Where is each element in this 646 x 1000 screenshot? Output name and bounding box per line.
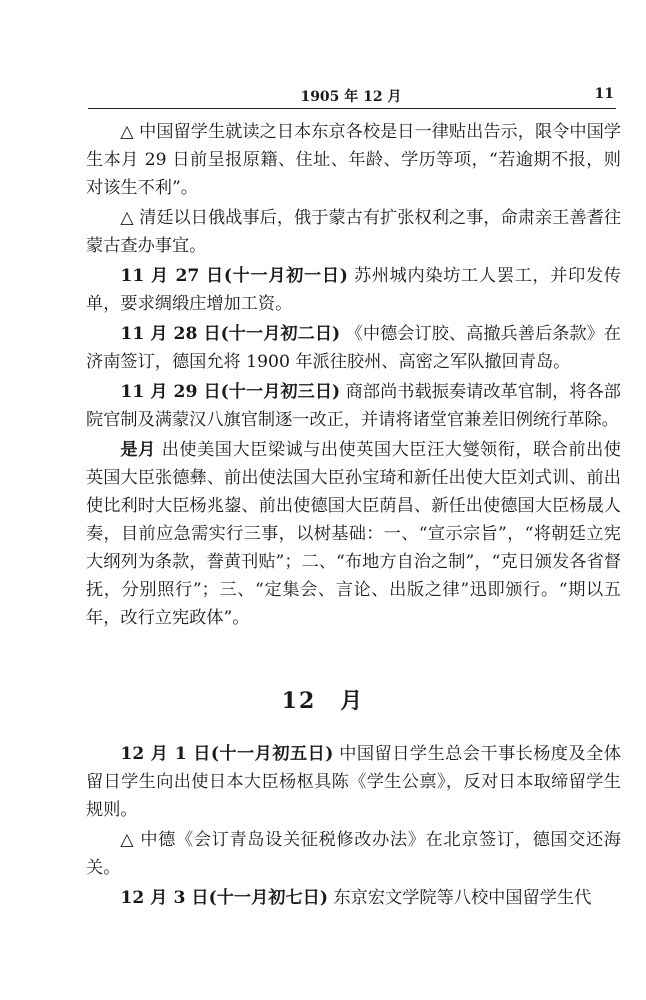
entry-text: 《中德会订胶、高撤兵善后条款》在济南签订，德国允将 1900 年派往胶州、高密之军队撤回青岛。 (86, 324, 621, 372)
entry-marker: △ (120, 830, 135, 850)
entry-text: 中国留学生就读之日本东京各校是日一律贴出告示，限令中国学生本月 29 日前呈报原籍、住址、年龄、学历等项，“若逾期不报，则对该生不利”。 (86, 122, 622, 198)
running-title: 1905 年 12 月 (300, 89, 402, 105)
entry-text: 出使美国大臣梁诚与出使英国大臣汪大燮领衔，联合前出使英国大臣张德彝、前出使法国大臣孙宝琦和新任出使大臣刘式训、前出使比利时大臣杨兆鋆、前出使德国大臣荫昌、新任出使德国大臣杨晟人奏，目前应急需实行三事，以树基础：一、“宣示宗旨”，“将朝廷立宪大纲列为条款，誊黄刊贴”；二、“布地方自治之制”，“克日颁发各省督抚，分别照行”；三、“定集会、言论、出版之律”迅即颁行。“期以五年，改行立宪政体”。 (86, 440, 621, 628)
entry-text: 商部尚书载振奏请改革官制，将各部院官制及满蒙汉八旗官制逐一改正，并请将诸堂官兼差旧例统行革除。 (86, 382, 621, 430)
entry-date: 12 月 1 日(十一月初五日) (120, 744, 334, 764)
chronicle-entry (86, 320, 621, 376)
entry-date: 11 月 27 日(十一月初一日) (120, 266, 348, 286)
chronicle-entry (86, 262, 621, 318)
page-number: 11 (594, 86, 614, 102)
entry-text: 东京宏文学院等八校中国留学生代 (327, 888, 592, 908)
chronicle-body-december (86, 740, 621, 914)
month-heading (0, 684, 646, 715)
chronicle-entry (86, 826, 621, 882)
month-unit: 月 (340, 688, 365, 714)
entry-date: 11 月 28 日(十一月初二日) (120, 324, 341, 344)
chronicle-entry (86, 118, 621, 202)
entry-date: 是月 (120, 440, 156, 460)
header-rule (88, 108, 616, 109)
entry-text: 清廷以日俄战事后，俄于蒙古有扩张权利之事，命肃亲王善耆往蒙古查办事宜。 (86, 208, 622, 256)
entry-date: 12 月 3 日(十一月初七日) (120, 888, 328, 908)
entry-marker: △ (120, 208, 134, 228)
running-header (88, 86, 614, 108)
chronicle-entry (86, 740, 621, 824)
chronicle-entry (86, 204, 621, 260)
entry-text: 中德《会订青岛设关征税修改办法》在北京签订，德国交还海关。 (86, 830, 621, 878)
entry-text: 中国留日学生总会干事长杨度及全体留日学生向出使日本大臣杨枢具陈《学生公禀》，反对日本取缔留学生规则。 (86, 744, 622, 820)
chronicle-body-november (86, 118, 621, 634)
chronicle-entry (86, 884, 621, 912)
entry-date: 11 月 29 日(十一月初三日) (120, 382, 341, 402)
entry-text: 苏州城内染坊工人罢工，并印发传单，要求绸缎庄增加工资。 (86, 266, 621, 314)
chronicle-entry (86, 378, 621, 434)
month-number: 12 (281, 688, 317, 714)
entry-marker: △ (120, 122, 134, 142)
chronicle-entry (86, 436, 621, 632)
